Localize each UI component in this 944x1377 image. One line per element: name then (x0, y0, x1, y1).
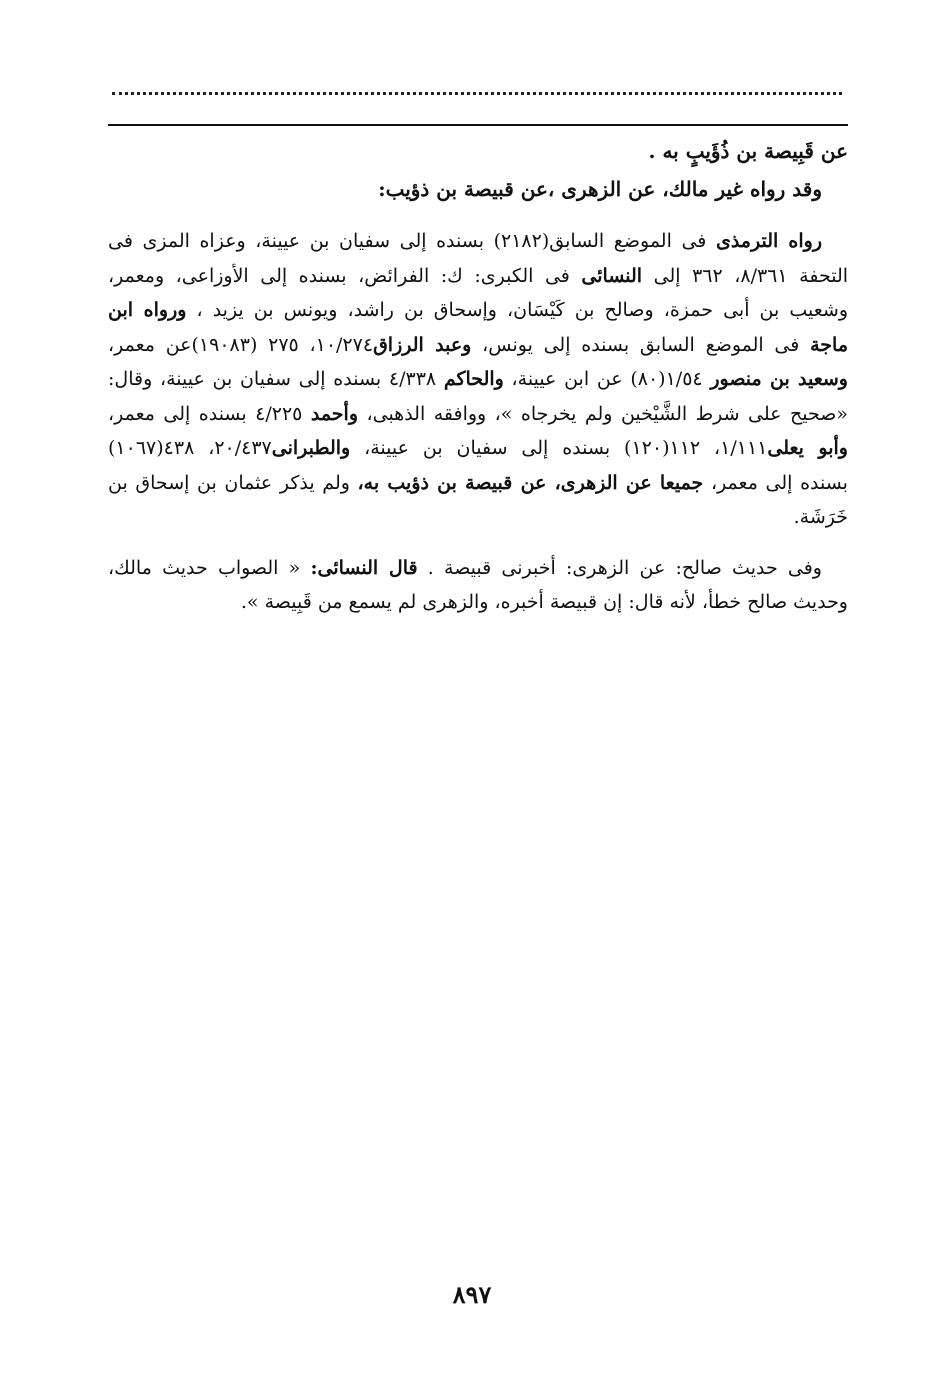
text-run: «صحيح على شرط الشَّيْخين ولم يخرجاه »، ووافقه الذهبى، (358, 402, 848, 425)
text-run: بسنده إلى معمر، (703, 471, 848, 494)
source-name: ماجة (810, 333, 849, 356)
heading-text-1: عن قَبِيصة بن ذُؤَيبٍ به . (648, 139, 848, 163)
bold-phrase: جميعا عن الزهرى، عن قبيصة بن ذؤيب به، (357, 471, 704, 494)
source-name: وسعيد بن منصور (710, 368, 848, 390)
text-run: ٤/٣٣٨ بسنده إلى سفيان بن عيينة، وقال: (108, 368, 444, 390)
paragraph-line (108, 293, 848, 328)
text-run: فى الكبرى: ك: الفرائض، بسنده إلى الأوزاعى، ومعمر، (108, 264, 582, 287)
paragraph-line (108, 224, 848, 259)
footnote-solid-separator (108, 124, 848, 126)
paragraph-line (108, 431, 848, 466)
source-name: والطبرانى (271, 437, 351, 459)
paragraph-line (108, 500, 848, 535)
paragraph-line (108, 362, 848, 397)
text-run: وحديث صالح خطأ، لأنه قال: إن قبيصة أخبره، والزهرى لم يسمع من قَبِيصة ». (240, 591, 848, 613)
text-run: فى الموضع السابق(٢١٨٢) بسنده إلى سفيان بن عيينة، وعزاه المزى فى (108, 230, 716, 252)
heading-line-2 (108, 170, 848, 208)
text-run: ولم يذكر عثمان بن إسحاق بن (108, 471, 358, 494)
source-name: رواه الترمذى (715, 230, 822, 252)
text-run: التحفة ٨/٣٦١، ٣٦٢ إلى (642, 264, 849, 287)
heading-text-2: وقد رواه غير مالك، عن الزهرى ،عن قبيصة بن ذؤيب: (378, 177, 822, 201)
source-name: ورواه ابن (108, 299, 187, 321)
source-name: وعبد الرزاق (373, 333, 472, 356)
text-run: ١/١١١، ١١٢(١٢٠) بسنده إلى سفيان بن عيينة، (350, 437, 768, 459)
paragraph-line (108, 259, 848, 294)
paragraph-line (108, 397, 848, 432)
source-name: وأبو يعلى (767, 437, 848, 459)
source-name: النسائى (581, 264, 643, 287)
page-number: ٨٩٧ (452, 1280, 492, 1309)
paragraph-line (108, 551, 848, 586)
text-run: ٤/٢٢٥ بسنده إلى معمر، (108, 402, 311, 425)
footnote-dotted-separator (112, 92, 842, 95)
paragraph-line (108, 585, 848, 620)
text-run: « الصواب حديث مالك، (108, 556, 311, 579)
source-name: والحاكم (443, 368, 504, 390)
text-run: ١/٥٤(٨٠) عن ابن عيينة، (503, 368, 711, 390)
source-name: وأحمد (310, 402, 359, 425)
text-run: ١٠/٢٧٤، ٢٧٥ (١٩٠٨٣)عن معمر، (108, 333, 374, 356)
paragraph-nasai-note (108, 551, 848, 620)
text-run: وفى حديث صالح: عن الزهرى: أخبرنى قبيصة . (417, 556, 822, 579)
paragraph-line (108, 328, 848, 363)
text-run: خَرَشَة. (793, 506, 848, 528)
heading-line-1 (108, 132, 848, 170)
paragraph-line (108, 466, 848, 501)
footnote-body (108, 132, 848, 620)
source-name: قال النسائى: (310, 556, 418, 579)
paragraph-takhrij (108, 224, 848, 535)
text-run: وشعيب بن أبى حمزة، وصالح بن كَيْسَان، وإسحاق بن راشد، ويونس بن يزيد ، (186, 299, 849, 321)
text-run: فى الموضع السابق بسنده إلى يونس، (471, 333, 811, 356)
text-run: ٢٠/٤٣٧، ٤٣٨(١٠٦٧) (108, 437, 272, 459)
